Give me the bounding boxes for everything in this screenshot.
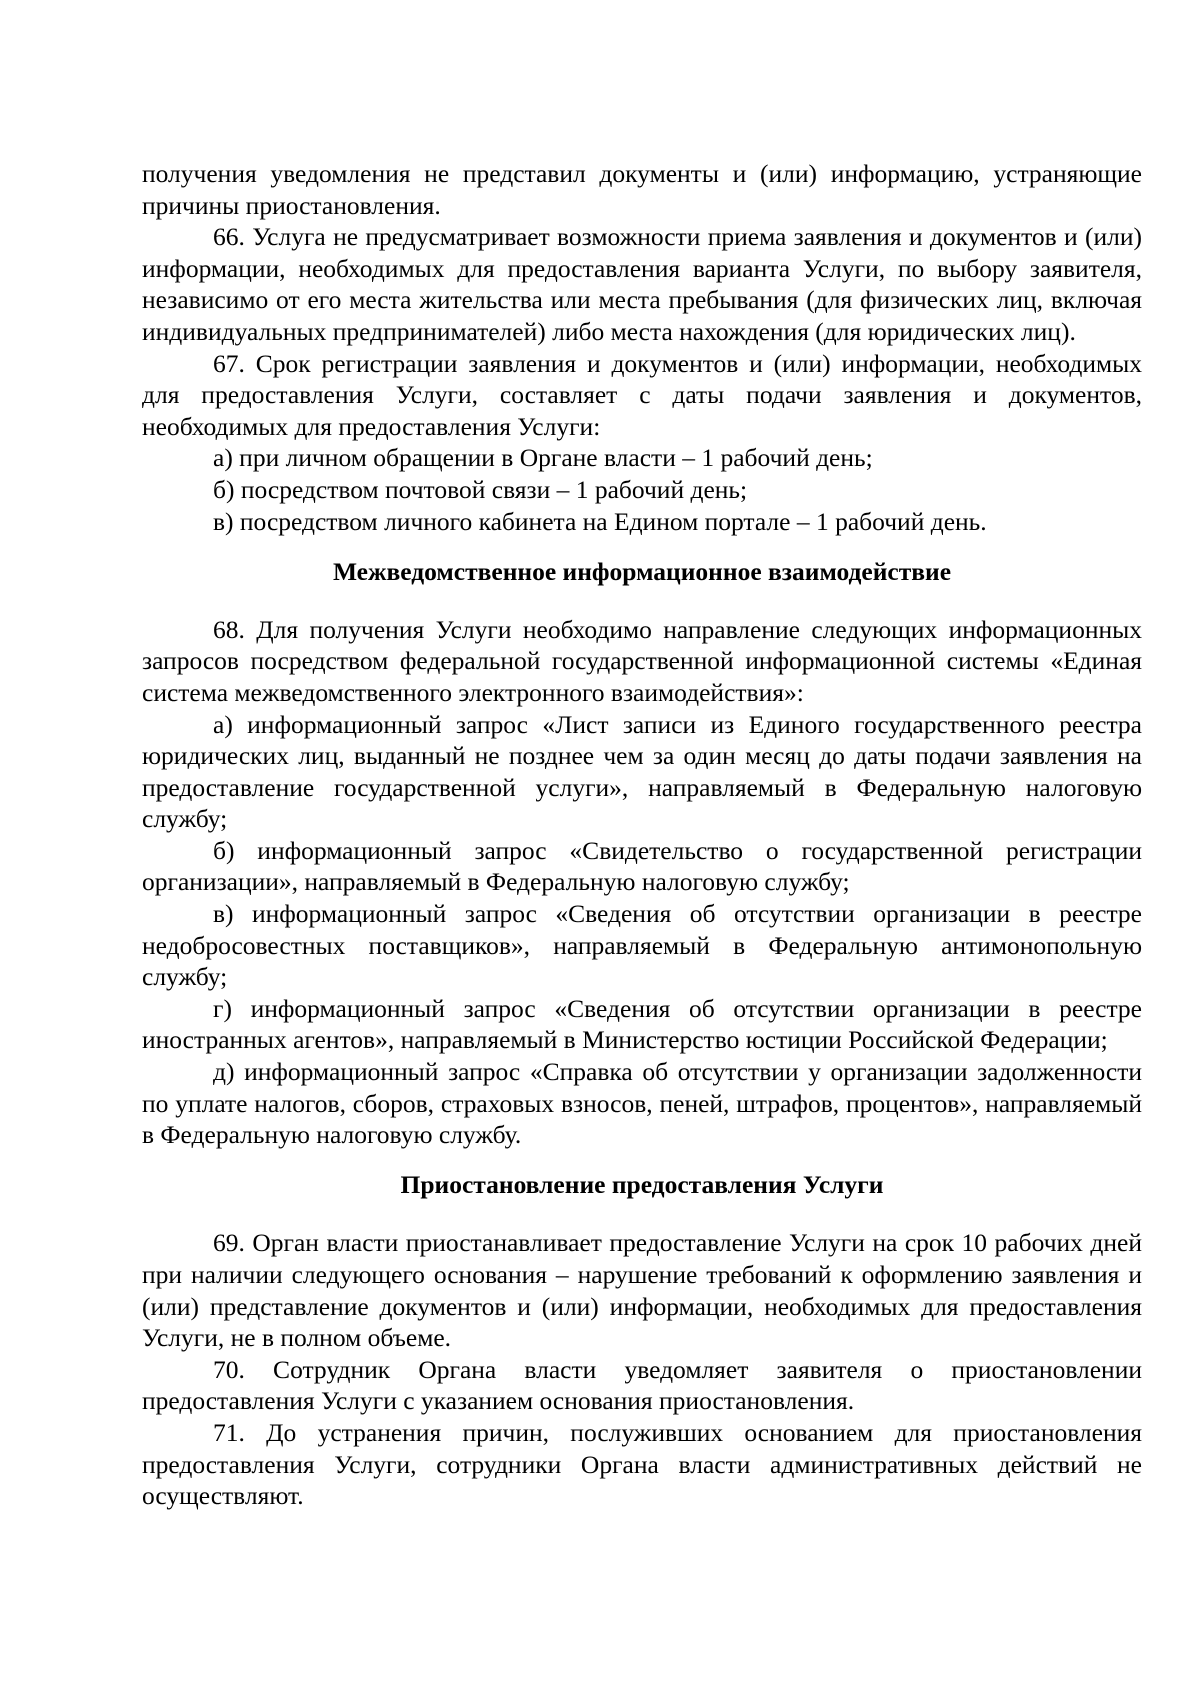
paragraph-66: 66. Услуга не предусматривает возможности приема заявления и документов и (или) информации, необходимых для предоставления варианта Услуги, по выбору заявителя, независимо от его места жительства или места пребывания (для физических лиц, включая индивидуальных предпринимателей) либо места нахождения (для юридических лиц). xyxy=(142,222,1142,346)
paragraph-67-item-c: в) посредством личного кабинета на Едином портале – 1 рабочий день. xyxy=(213,506,987,536)
paragraph-67: 67. Срок регистрации заявления и документов и (или) информации, необходимых для предоставления Услуги, составляет с даты подачи заявления и документов, необходимых для предоставления Услуги: xyxy=(142,348,1142,441)
paragraph-70: 70. Сотрудник Органа власти уведомляет заявителя о приостановлении предоставления Услуги с указанием основания приостановления. xyxy=(142,1354,1142,1416)
paragraph-68-item-a: а) информационный запрос «Лист записи из Единого государственного реестра юридических лиц, выданный не позднее чем за один месяц до даты подачи заявления на предоставление государственной услуги», направляемый в Федеральную налоговую службу; xyxy=(142,709,1142,834)
paragraph-67-item-a: а) при личном обращении в Органе власти – 1 рабочий день; xyxy=(213,443,873,473)
paragraph-68-item-d: г) информационный запрос «Сведения об отсутствии организации в реестре иностранных агентов», направляемый в Министерство юстиции Российской Федерации; xyxy=(142,993,1142,1055)
section-heading-suspension: Приостановление предоставления Услуги xyxy=(400,1169,884,1199)
paragraph-68-item-e: д) информационный запрос «Справка об отсутствии у организации задолженности по уплате налогов, сборов, страховых взносов, пеней, штрафов, процентов», направляемый в Федеральную налоговую службу. xyxy=(142,1057,1142,1150)
section-heading-interagency: Межведомственное информационное взаимодействие xyxy=(332,557,952,587)
paragraph-continuation: получения уведомления не представил документы и (или) информацию, устраняющие причины приостановления. xyxy=(142,159,1142,220)
paragraph-68-item-b: б) информационный запрос «Свидетельство о государственной регистрации организации», направляемый в Федеральную налоговую службу; xyxy=(142,835,1142,897)
paragraph-68-item-c: в) информационный запрос «Сведения об отсутствии организации в реестре недобросовестных поставщиков», направляемый в Федеральную антимонопольную службу; xyxy=(142,899,1142,992)
paragraph-67-item-b: б) посредством почтовой связи – 1 рабочий день; xyxy=(213,474,748,504)
paragraph-69: 69. Орган власти приостанавливает предоставление Услуги на срок 10 рабочих дней при наличии следующего основания – нарушение требований к оформлению заявления и (или) представление документов и (или) информации, необходимых для предоставления Услуги, не в полном объеме. xyxy=(142,1228,1142,1353)
document-page xyxy=(142,158,1142,1512)
paragraph-68: 68. Для получения Услуги необходимо направление следующих информационных запросов посредством федеральной государственной информационной системы «Единая система межведомственного электронного взаимодействия»: xyxy=(142,614,1142,707)
paragraph-71: 71. До устранения причин, послуживших основанием для приостановления предоставления Услуги, сотрудники Органа власти административных действий не осуществляют. xyxy=(142,1417,1142,1511)
